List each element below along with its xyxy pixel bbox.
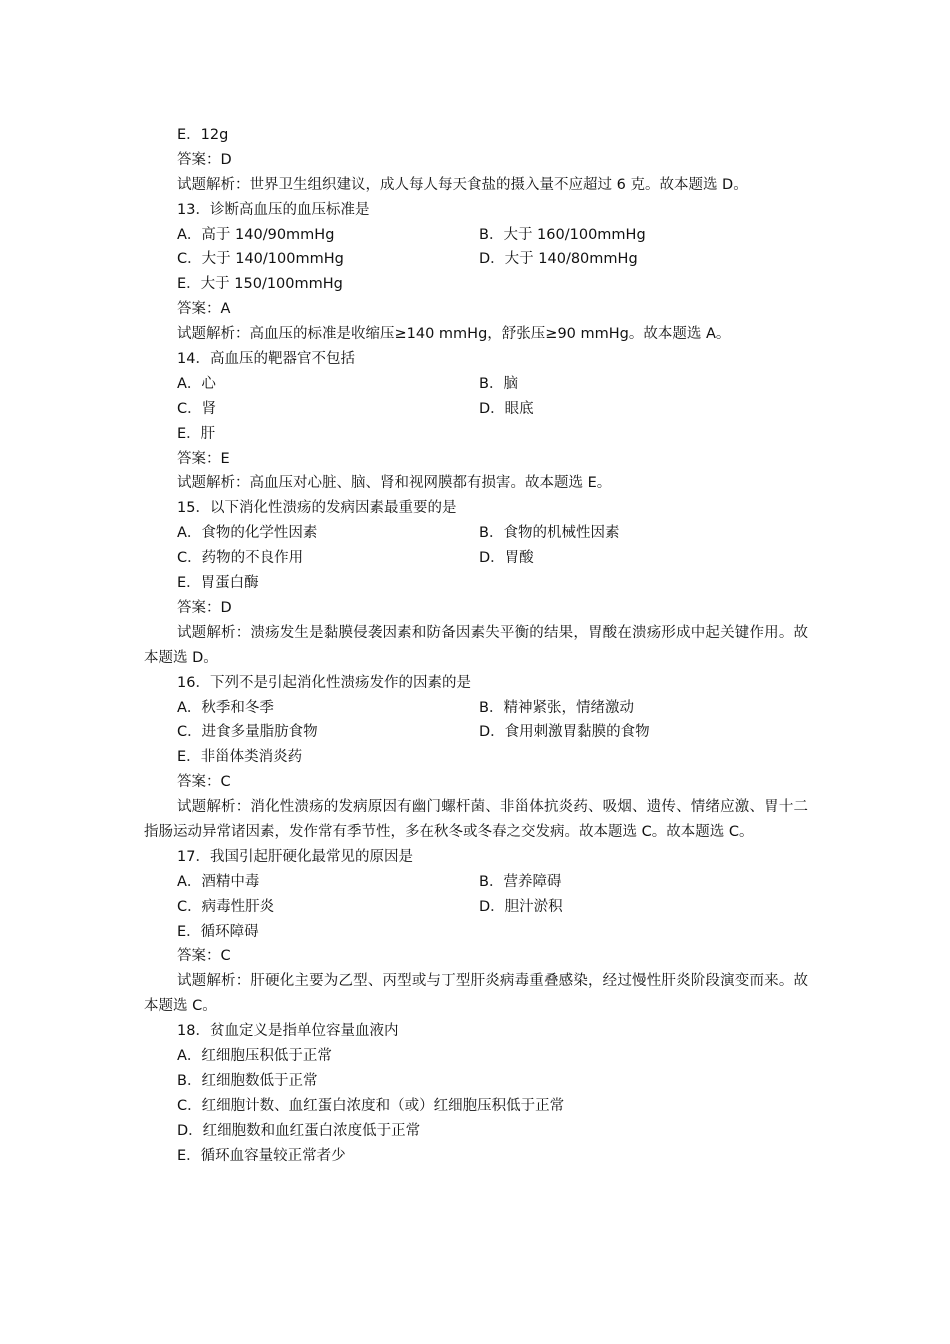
q16-option-d: D．食用刺激胃黏膜的食物 <box>479 724 650 741</box>
q16-option-e: E．非甾体类消炎药 <box>177 749 303 766</box>
q17-answer: 答案：C <box>177 948 231 965</box>
q17-option-c: C．病毒性肝炎 <box>177 898 275 915</box>
q14-option-e: E．肝 <box>177 425 216 442</box>
q13-option-e: E．大于 150/100mmHg <box>177 276 343 293</box>
q13-option-c: C．大于 140/100mmHg <box>177 251 344 268</box>
q15-stem: 15．以下消化性溃疡的发病因素最重要的是 <box>177 500 457 517</box>
q18-stem: 18．贫血定义是指单位容量血液内 <box>177 1023 399 1040</box>
q18-option-b: B．红细胞数低于正常 <box>177 1072 318 1089</box>
q15-option-a: A．食物的化学性因素 <box>177 525 318 542</box>
q15-option-d: D．胃酸 <box>479 550 534 567</box>
q18-option-d: D．红细胞数和血红蛋白浓度低于正常 <box>177 1122 421 1139</box>
q16-answer: 答案：C <box>177 774 231 791</box>
q17-options-row-2 <box>144 895 808 920</box>
q18-option-e: E．循环血容量较正常者少 <box>177 1147 346 1164</box>
q15-options-row-1 <box>144 521 808 546</box>
q17-options-row-1 <box>144 870 808 895</box>
q17-option-b: B．营养障碍 <box>479 873 562 890</box>
q13-option-a: A．高于 140/90mmHg <box>177 226 335 243</box>
q16-option-a: A．秋季和冬季 <box>177 699 274 716</box>
q13-stem: 13．诊断高血压的血压标准是 <box>177 201 370 218</box>
q15-option-b: B．食物的机械性因素 <box>479 525 620 542</box>
q14-answer: 答案：E <box>177 450 230 467</box>
q14-options-row-1 <box>144 372 808 397</box>
q13-analysis: 试题解析：高血压的标准是收缩压≥140 mmHg，舒张压≥90 mmHg。故本题选 A。 <box>177 326 731 343</box>
q16-analysis: 试题解析：消化性溃疡的发病原因有幽门螺杆菌、非甾体抗炎药、吸烟、遗传、情绪应激、胃十二指肠运动异常诸因素，发作常有季节性，多在秋冬或冬春之交发病。故本题选 C。故本题选 C。 <box>144 799 808 840</box>
q13-options-row-2 <box>144 247 808 272</box>
q16-stem: 16．下列不是引起消化性溃疡发作的因素的是 <box>177 674 471 691</box>
q13-answer: 答案：A <box>177 301 231 318</box>
q12-answer: 答案：D <box>177 151 232 168</box>
q14-options-row-2 <box>144 397 808 422</box>
q15-answer: 答案：D <box>177 599 232 616</box>
q15-analysis: 试题解析：溃疡发生是黏膜侵袭因素和防备因素失平衡的结果，胃酸在溃疡形成中起关键作用。故本题选 D。 <box>144 624 808 666</box>
q17-option-a: A．酒精中毒 <box>177 873 260 890</box>
q16-options-row-2 <box>144 720 808 745</box>
q17-stem: 17．我国引起肝硬化最常见的原因是 <box>177 848 413 865</box>
q18-option-c: C．红细胞计数、血红蛋白浓度和（或）红细胞压积低于正常 <box>177 1097 565 1114</box>
q13-option-d: D．大于 140/80mmHg <box>479 251 638 268</box>
q18-option-a: A．红细胞压积低于正常 <box>177 1048 332 1065</box>
q15-option-c: C．药物的不良作用 <box>177 550 304 567</box>
q16-options-row-1 <box>144 696 808 721</box>
q13-options-row-1 <box>144 223 808 248</box>
q16-option-b: B．精神紧张，情绪激动 <box>479 699 634 716</box>
q15-options-row-2 <box>144 546 808 571</box>
q15-option-e: E．胃蛋白酶 <box>177 575 259 592</box>
q12-analysis: 试题解析：世界卫生组织建议，成人每人每天食盐的摄入量不应超过 6 克。故本题选 D。 <box>177 176 748 193</box>
document-page <box>144 123 808 1169</box>
q14-stem: 14．高血压的靶器官不包括 <box>177 351 355 368</box>
q14-option-c: C．肾 <box>177 400 217 417</box>
q14-option-a: A．心 <box>177 375 216 392</box>
q14-option-d: D．眼底 <box>479 400 534 417</box>
q14-option-b: B．脑 <box>479 375 518 392</box>
q17-analysis: 试题解析：肝硬化主要为乙型、丙型或与丁型肝炎病毒重叠感染，经过慢性肝炎阶段演变而来。故本题选 C。 <box>144 973 808 1015</box>
q12-option-e: E．12g <box>177 127 229 143</box>
q17-option-e: E．循环障碍 <box>177 923 259 940</box>
q14-analysis: 试题解析：高血压对心脏、脑、肾和视网膜都有损害。故本题选 E。 <box>177 475 612 492</box>
q17-option-d: D．胆汁淤积 <box>479 898 563 915</box>
q16-option-c: C．进食多量脂肪食物 <box>177 724 318 741</box>
q13-option-b: B．大于 160/100mmHg <box>479 226 646 243</box>
